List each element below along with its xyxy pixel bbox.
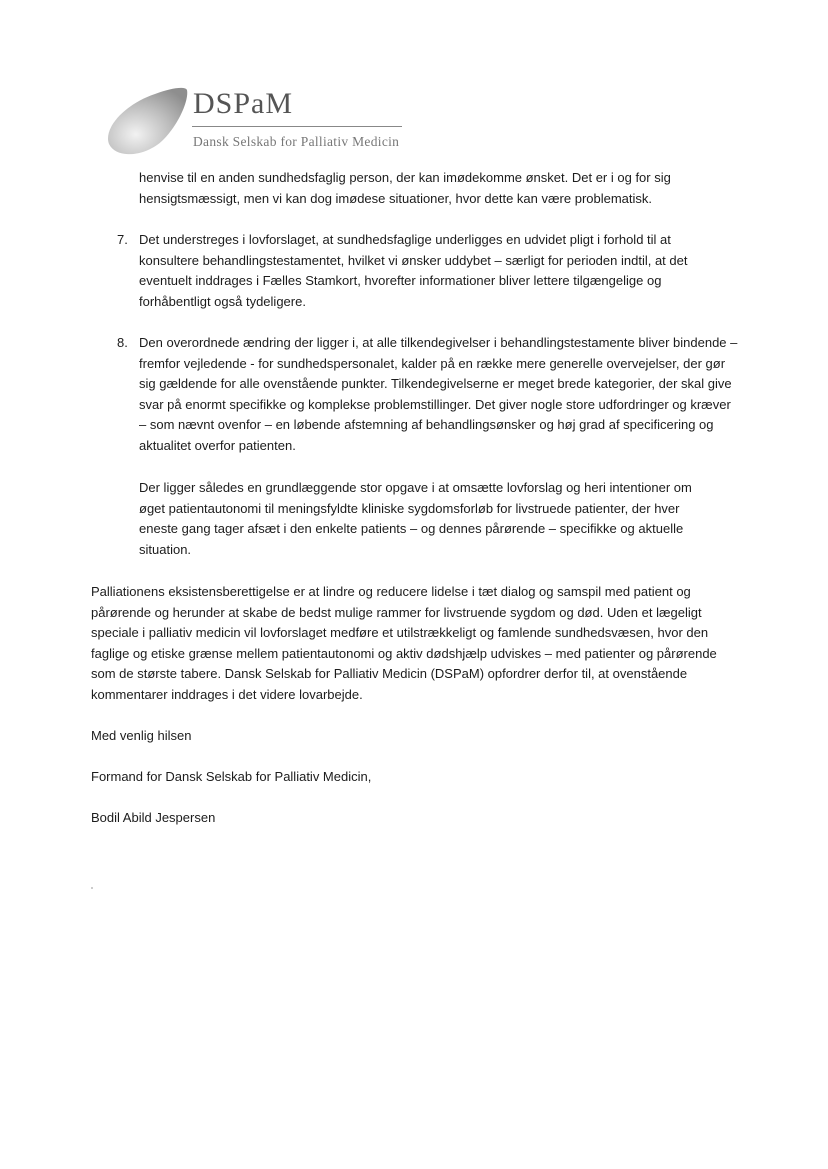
item-8-text: Den overordnede ændring der ligger i, at alle tilkendegivelser i behandlingstestamente bliver bindende – fremfor vejledende - for sundhedspersonalet, kalder på en række mere generelle overvejelser, der gør sig gældende for alle ovenstående punkter. Tilkendegivelserne er meget brede kategorier, der skal give svar på enormt specifikke og komplekse problemstillinger. Det giver nogle store udfordringer og kræver – som nævnt ovenfor – en løbende afstemning af behandlingsønsker og høj grad af specificering og aktualitet overfor patienten. (139, 335, 738, 453)
item-8-followup: Der ligger således en grundlæggende stor opgave i at omsætte lovforslag og heri intentioner om øget patientautonomi til meningsfyldte kliniske sygdomsforløb for livstruede patienter, der hver eneste gang tager afsæt i den enkelte patients – og dennes pårørende – specifikke og aktuelle situation. (139, 480, 692, 557)
item-number-8: 8. (117, 335, 128, 350)
logo-title: DSPaM (193, 87, 294, 120)
greeting: Med venlig hilsen (91, 728, 192, 743)
logo-divider (192, 126, 402, 127)
dspam-logo-icon (103, 84, 189, 160)
continuation-paragraph: henvise til en anden sundhedsfaglig person, der kan imødekomme ønsket. Det er i og for sig hensigtsmæssigt, men vi kan dog imødese situationer, hvor dette kan være problematisk. (139, 170, 671, 206)
logo-subtitle: Dansk Selskab for Palliativ Medicin (193, 134, 400, 149)
signer-title: Formand for Dansk Selskab for Palliativ Medicin, (91, 769, 372, 784)
closing-paragraph: Palliationens eksistensberettigelse er at lindre og reducere lidelse i tæt dialog og samspil med patient og pårørende og herunder at skabe de bedst mulige rammer for livstruende sygdom og død. Uden et lægeligt speciale i palliativ medicin vil lovforslaget medføre et utilstrækkeligt og famlende sundhedsvæsen, hvor den faglige og etiske grænse mellem patientautonomi og aktiv dødshjælp udviskes – med patienter og pårørende som de største tabere. Dansk Selskab for Palliativ Medicin (DSPaM) opfordrer derfor til, at ovenstående kommentarer inddrages i det videre lovarbejde. (91, 584, 717, 702)
signer-name: Bodil Abild Jespersen (91, 810, 216, 825)
scan-speck (91, 887, 93, 889)
item-7-text: Det understreges i lovforslaget, at sundhedsfaglige underligges en udvidet pligt i forhold til at konsultere behandlingstestamentet, hvilket vi ønsker uddybet – særligt for perioden indtil, at det eventuelt inddrages i Fælles Stamkort, hvorefter informationer bliver lettere tilgængelige og forhåbentligt også tydeligere. (139, 232, 688, 309)
item-number-7: 7. (117, 232, 128, 247)
